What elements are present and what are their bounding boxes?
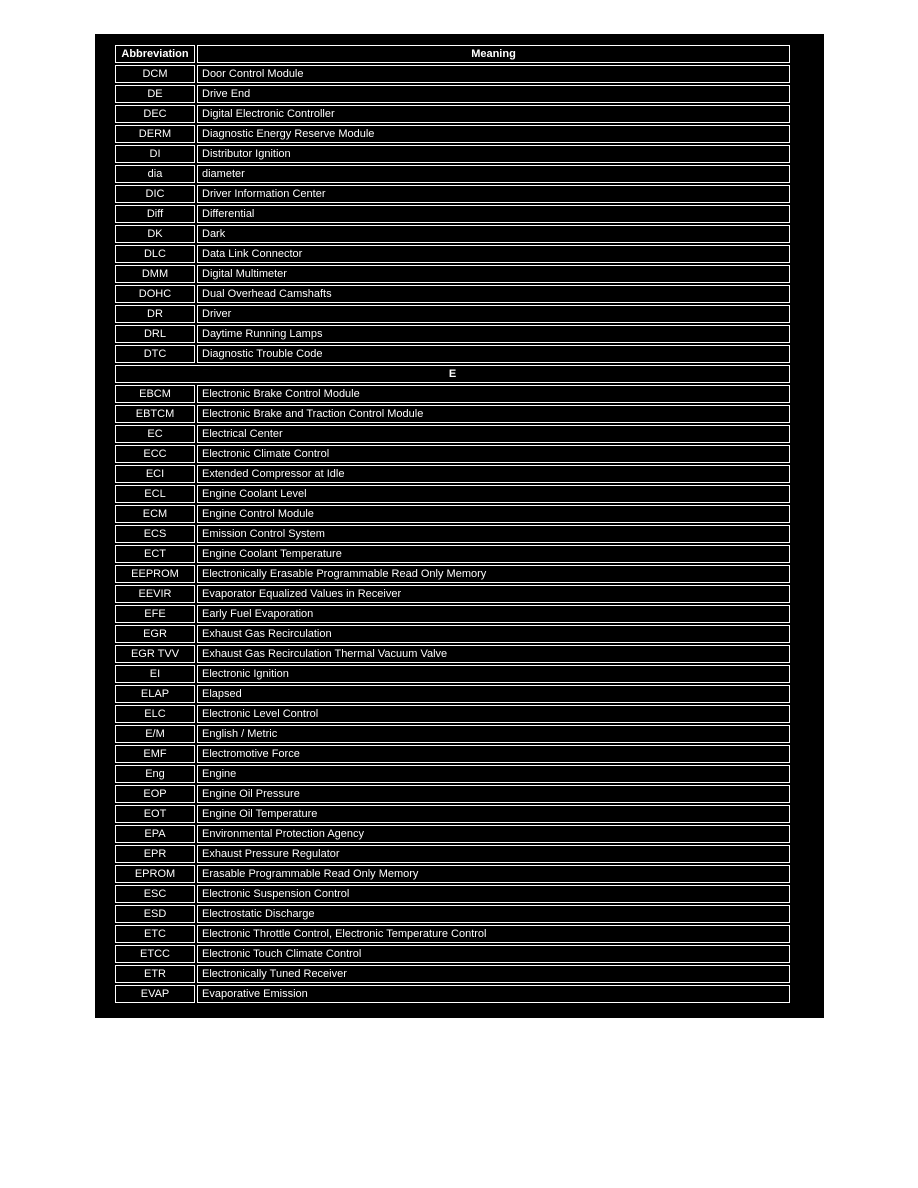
abbreviation-cell: ECL xyxy=(115,485,195,503)
table-row xyxy=(115,685,790,703)
meaning-cell: Diagnostic Energy Reserve Module xyxy=(197,125,790,143)
abbreviation-cell: EOT xyxy=(115,805,195,823)
abbreviation-cell: ECM xyxy=(115,505,195,523)
abbreviation-cell: EVAP xyxy=(115,985,195,1003)
abbreviation-cell: DIC xyxy=(115,185,195,203)
table-row xyxy=(115,85,790,103)
abbreviation-cell: ECC xyxy=(115,445,195,463)
table-row xyxy=(115,305,790,323)
meaning-cell: Electronic Suspension Control xyxy=(197,885,790,903)
abbreviation-cell: EI xyxy=(115,665,195,683)
meaning-cell: Engine Oil Temperature xyxy=(197,805,790,823)
meaning-cell: Exhaust Gas Recirculation xyxy=(197,625,790,643)
abbreviation-cell: dia xyxy=(115,165,195,183)
meaning-cell: Dark xyxy=(197,225,790,243)
meaning-cell: Digital Electronic Controller xyxy=(197,105,790,123)
table-row xyxy=(115,205,790,223)
abbreviation-cell: DCM xyxy=(115,65,195,83)
table-row xyxy=(115,245,790,263)
abbreviation-cell: EC xyxy=(115,425,195,443)
abbreviation-cell: ECS xyxy=(115,525,195,543)
meaning-cell: diameter xyxy=(197,165,790,183)
abbreviation-cell: ECI xyxy=(115,465,195,483)
abbreviation-cell: EBCM xyxy=(115,385,195,403)
table-row xyxy=(115,405,790,423)
abbreviation-cell: Eng xyxy=(115,765,195,783)
meaning-cell: Electronic Climate Control xyxy=(197,445,790,463)
abbreviation-cell: EFE xyxy=(115,605,195,623)
meaning-cell: Early Fuel Evaporation xyxy=(197,605,790,623)
abbreviation-cell: EOP xyxy=(115,785,195,803)
meaning-cell: Electronic Brake and Traction Control Module xyxy=(197,405,790,423)
table-row xyxy=(115,325,790,343)
meaning-cell: Electronic Level Control xyxy=(197,705,790,723)
abbreviation-cell: DK xyxy=(115,225,195,243)
abbreviation-cell: DRL xyxy=(115,325,195,343)
meaning-cell: English / Metric xyxy=(197,725,790,743)
abbreviation-cell: DE xyxy=(115,85,195,103)
header-abbreviation: Abbreviation xyxy=(115,45,195,63)
table-row xyxy=(115,125,790,143)
abbreviation-cell: EPA xyxy=(115,825,195,843)
abbreviation-cell: EEPROM xyxy=(115,565,195,583)
table-row xyxy=(115,865,790,883)
table-row xyxy=(115,925,790,943)
table-row xyxy=(115,425,790,443)
meaning-cell: Extended Compressor at Idle xyxy=(197,465,790,483)
meaning-cell: Diagnostic Trouble Code xyxy=(197,345,790,363)
table-row xyxy=(115,945,790,963)
meaning-cell: Evaporator Equalized Values in Receiver xyxy=(197,585,790,603)
meaning-cell: Engine Control Module xyxy=(197,505,790,523)
abbreviation-cell: ETCC xyxy=(115,945,195,963)
meaning-cell: Electronically Erasable Programmable Read Only Memory xyxy=(197,565,790,583)
table-row xyxy=(115,65,790,83)
meaning-cell: Differential xyxy=(197,205,790,223)
table-row xyxy=(115,345,790,363)
abbreviation-cell: EEVIR xyxy=(115,585,195,603)
abbreviation-cell: DLC xyxy=(115,245,195,263)
abbreviation-table xyxy=(113,43,792,1005)
meaning-cell: Data Link Connector xyxy=(197,245,790,263)
meaning-cell: Electronically Tuned Receiver xyxy=(197,965,790,983)
meaning-cell: Digital Multimeter xyxy=(197,265,790,283)
table-row xyxy=(115,745,790,763)
table-row xyxy=(115,885,790,903)
abbreviation-cell: ELC xyxy=(115,705,195,723)
table-row xyxy=(115,985,790,1003)
meaning-cell: Evaporative Emission xyxy=(197,985,790,1003)
table-row xyxy=(115,805,790,823)
meaning-cell: Drive End xyxy=(197,85,790,103)
meaning-cell: Electronic Touch Climate Control xyxy=(197,945,790,963)
meaning-cell: Driver Information Center xyxy=(197,185,790,203)
table-row xyxy=(115,145,790,163)
abbreviation-cell: DERM xyxy=(115,125,195,143)
meaning-cell: Exhaust Pressure Regulator xyxy=(197,845,790,863)
table-row xyxy=(115,265,790,283)
abbreviation-cell: DI xyxy=(115,145,195,163)
meaning-cell: Driver xyxy=(197,305,790,323)
table-row xyxy=(115,905,790,923)
abbreviation-cell: EGR TVV xyxy=(115,645,195,663)
table-row xyxy=(115,565,790,583)
abbreviation-cell: ETC xyxy=(115,925,195,943)
meaning-cell: Emission Control System xyxy=(197,525,790,543)
table-row xyxy=(115,845,790,863)
table-row xyxy=(115,625,790,643)
meaning-cell: Door Control Module xyxy=(197,65,790,83)
abbreviation-cell: EMF xyxy=(115,745,195,763)
table-row xyxy=(115,385,790,403)
table-row xyxy=(115,105,790,123)
meaning-cell: Environmental Protection Agency xyxy=(197,825,790,843)
abbreviation-cell: EBTCM xyxy=(115,405,195,423)
table-row xyxy=(115,525,790,543)
meaning-cell: Daytime Running Lamps xyxy=(197,325,790,343)
table-row xyxy=(115,465,790,483)
table-row xyxy=(115,185,790,203)
meaning-cell: Engine xyxy=(197,765,790,783)
abbreviation-cell: DEC xyxy=(115,105,195,123)
abbreviation-cell: DOHC xyxy=(115,285,195,303)
table-row xyxy=(115,785,790,803)
abbreviation-cell: EPR xyxy=(115,845,195,863)
table-body xyxy=(115,65,790,1003)
table-row xyxy=(115,825,790,843)
meaning-cell: Engine Coolant Level xyxy=(197,485,790,503)
meaning-cell: Distributor Ignition xyxy=(197,145,790,163)
meaning-cell: Elapsed xyxy=(197,685,790,703)
meaning-cell: Dual Overhead Camshafts xyxy=(197,285,790,303)
abbreviation-table-panel xyxy=(95,34,824,1018)
meaning-cell: Electronic Brake Control Module xyxy=(197,385,790,403)
meaning-cell: Electrical Center xyxy=(197,425,790,443)
section-divider-row xyxy=(115,365,790,383)
table-row xyxy=(115,705,790,723)
meaning-cell: Electronic Throttle Control, Electronic Temperature Control xyxy=(197,925,790,943)
meaning-cell: Erasable Programmable Read Only Memory xyxy=(197,865,790,883)
abbreviation-cell: EPROM xyxy=(115,865,195,883)
abbreviation-cell: ETR xyxy=(115,965,195,983)
table-row xyxy=(115,545,790,563)
table-row xyxy=(115,505,790,523)
table-row xyxy=(115,965,790,983)
abbreviation-cell: DR xyxy=(115,305,195,323)
abbreviation-cell: DTC xyxy=(115,345,195,363)
table-row xyxy=(115,165,790,183)
section-label: E xyxy=(115,365,790,383)
meaning-cell: Electronic Ignition xyxy=(197,665,790,683)
table-row xyxy=(115,665,790,683)
abbreviation-cell: ESC xyxy=(115,885,195,903)
table-row xyxy=(115,285,790,303)
abbreviation-cell: ELAP xyxy=(115,685,195,703)
abbreviation-cell: E/M xyxy=(115,725,195,743)
meaning-cell: Engine Oil Pressure xyxy=(197,785,790,803)
table-row xyxy=(115,225,790,243)
table-row xyxy=(115,645,790,663)
abbreviation-cell: Diff xyxy=(115,205,195,223)
table-row xyxy=(115,725,790,743)
table-row xyxy=(115,605,790,623)
table-row xyxy=(115,585,790,603)
meaning-cell: Electrostatic Discharge xyxy=(197,905,790,923)
meaning-cell: Exhaust Gas Recirculation Thermal Vacuum Valve xyxy=(197,645,790,663)
abbreviation-cell: ESD xyxy=(115,905,195,923)
meaning-cell: Electromotive Force xyxy=(197,745,790,763)
header-meaning: Meaning xyxy=(197,45,790,63)
header-row xyxy=(115,45,790,63)
meaning-cell: Engine Coolant Temperature xyxy=(197,545,790,563)
table-row xyxy=(115,445,790,463)
table-row xyxy=(115,765,790,783)
table-row xyxy=(115,485,790,503)
abbreviation-cell: ECT xyxy=(115,545,195,563)
abbreviation-cell: DMM xyxy=(115,265,195,283)
abbreviation-cell: EGR xyxy=(115,625,195,643)
